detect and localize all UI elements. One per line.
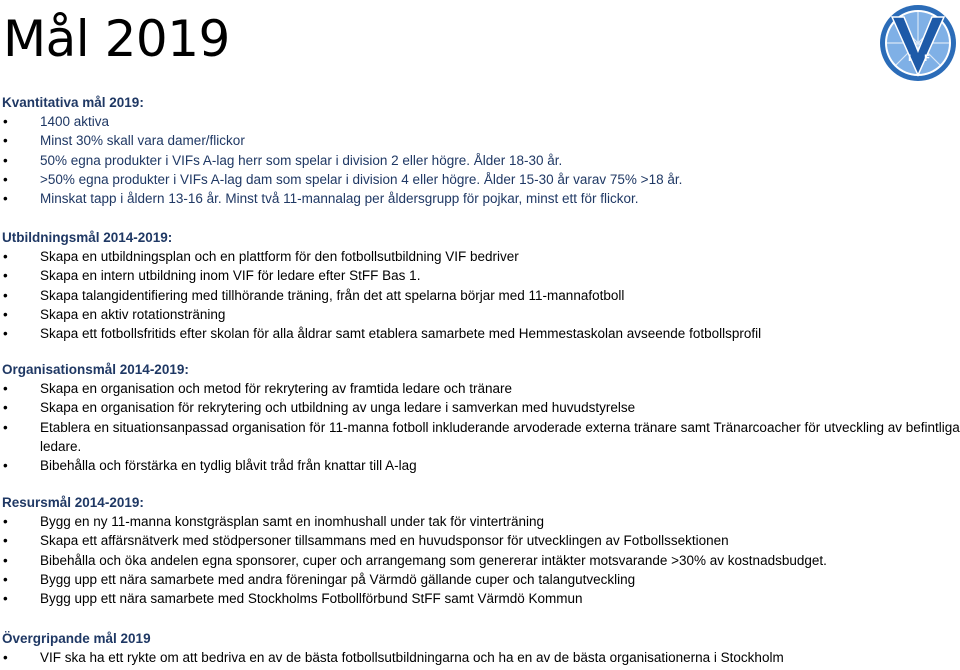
list-item: • Skapa ett affärsnätverk med stödpersoner tillsammans med en huvudsponsor för utvecklingen av Fotbollssektionen <box>0 531 960 550</box>
list-item: • Skapa en organisation för rekrytering och utbildning av unga ledare i samverkan med huvudstyrelse <box>0 398 960 417</box>
list-item: • Skapa en intern utbildning inom VIF för ledare efter StFF Bas 1. <box>0 266 960 285</box>
logo-letter-i: I <box>908 54 912 64</box>
section-overgripande <box>0 630 960 667</box>
section-kvantitativa <box>0 94 960 208</box>
section-heading: Kvantitativa mål 2019: <box>2 95 144 110</box>
list-item: • Bygg upp ett nära samarbete med Stockholms Fotbollförbund StFF samt Värmdö Kommun <box>0 589 960 608</box>
list-item: • Bygg upp ett nära samarbete med andra föreningar på Värmdö gällande cuper och talangutveckling <box>0 570 960 589</box>
list-item: • Bibehålla och förstärka en tydlig blåvit tråd från knattar till A-lag <box>0 456 960 475</box>
list-item: • Minskat tapp i åldern 13-16 år. Minst två 11-mannalag per åldersgrupp för pojkar, minst ett för flickor. <box>0 189 960 208</box>
list-item: • Skapa talangidentifiering med tillhörande träning, från det att spelarna börjar med 11-mannafotboll <box>0 286 960 305</box>
section-heading: Utbildningsmål 2014-2019: <box>2 230 173 245</box>
section-resurs <box>0 494 960 608</box>
section-heading: Övergripande mål 2019 <box>2 631 151 646</box>
list-item: • Minst 30% skall vara damer/flickor <box>0 131 960 150</box>
list-item: • VIF ska ha ett rykte om att bedriva en av de bästa fotbollsutbildningarna och ha en av de bästa organisationerna i Stockholm <box>0 648 960 667</box>
list-item: • 1400 aktiva <box>0 112 960 131</box>
list-item: • 50% egna produkter i VIFs A-lag herr som spelar i division 2 eller högre. Ålder 18-30 år. <box>0 151 960 170</box>
list-item: • Etablera en situationsanpassad organisation för 11-manna fotboll inkluderande arvoderade externa tränare samt Tränarcoacher för utveckling av befintliga ledare. <box>0 418 960 457</box>
list-item: • Skapa en utbildningsplan och en plattform för den fotbollsutbildning VIF bedriver <box>0 247 960 266</box>
section-utbildning <box>0 229 960 343</box>
list-item: • Skapa en organisation och metod för rekrytering av framtida ledare och tränare <box>0 379 960 398</box>
list-item: • Bibehålla och öka andelen egna sponsorer, cuper och arrangemang som genererar intäkter motsvarande >30% av kostnadsbudget. <box>0 551 960 570</box>
section-heading: Resursmål 2014-2019: <box>2 495 144 510</box>
section-heading: Organisationsmål 2014-2019: <box>2 362 189 377</box>
list-item: • >50% egna produkter i VIFs A-lag dam som spelar i division 4 eller högre. Ålder 15-30 år varav 75% >18 år. <box>0 170 960 189</box>
list-item: • Bygg en ny 11-manna konstgräsplan samt en inomhushall under tak för vinterträning <box>0 512 960 531</box>
club-logo <box>878 3 958 83</box>
section-organisation <box>0 361 960 475</box>
logo-letter-f: F <box>924 54 931 64</box>
list-item: • Skapa en aktiv rotationsträning <box>0 305 960 324</box>
list-item: • Skapa ett fotbollsfritids efter skolan för alla åldrar samt etablera samarbete med Hemmestaskolan avseende fotbollsprofil <box>0 324 960 343</box>
page-title: Mål 2019 <box>3 10 230 68</box>
